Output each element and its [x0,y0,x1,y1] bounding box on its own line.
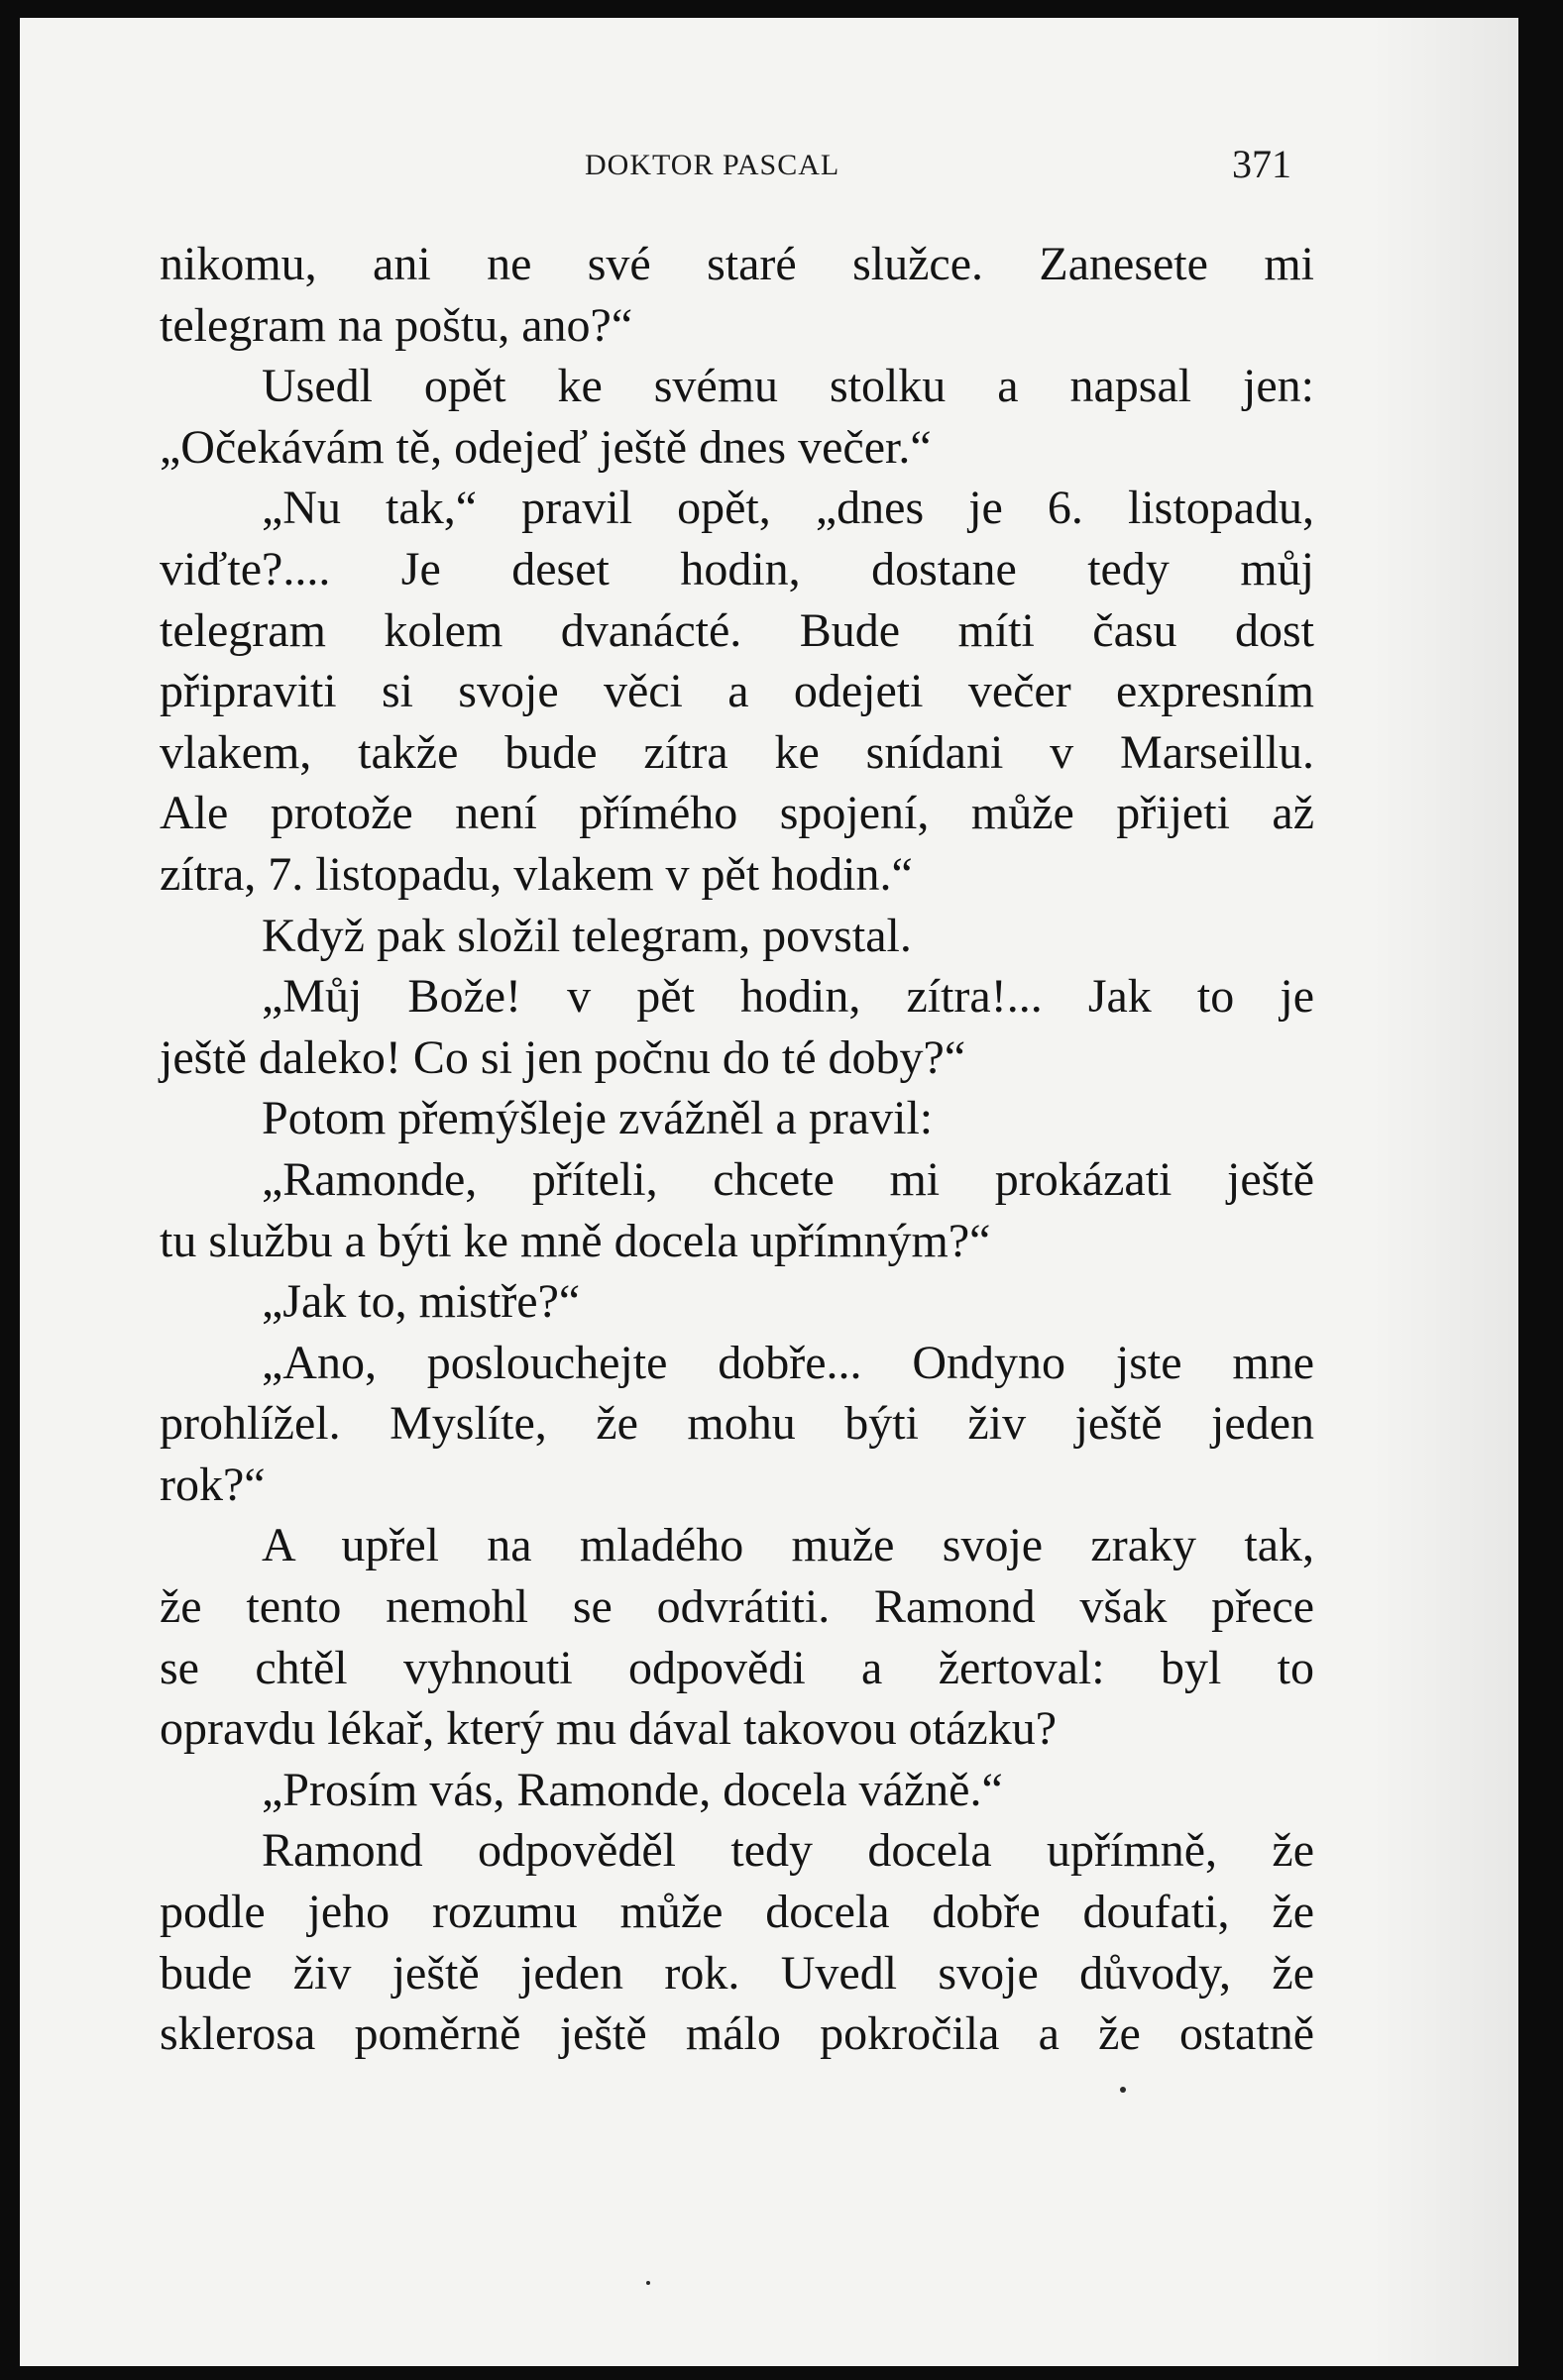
text-line: rok?“ [160,1458,266,1511]
text-line: „Můj Bože! v pět hodin, zítra!... Jak to je [262,970,1314,1024]
text-line: telegram na poštu, ano?“ [160,298,633,352]
text-line: „Ano, poslouchejte dobře... Ondyno jste mne [262,1336,1314,1389]
text-line: Ramond odpověděl tedy docela upřímně, že [262,1824,1314,1878]
text-line: sklerosa poměrně ještě málo pokročila a že ostatně [160,2007,1314,2061]
text-line: „Nu tak,“ pravil opět, „dnes je 6. listopadu, [262,482,1314,535]
text-line: podle jeho rozumu může docela dobře doufati, že [160,1886,1314,1939]
text-line: „Jak to, mistře?“ [262,1275,581,1329]
text-line: ještě daleko! Co si jen počnu do té doby?“ [160,1030,966,1084]
text-line: prohlížel. Myslíte, že mohu býti živ ještě jeden [160,1397,1314,1451]
text-line: zítra, 7. listopadu, vlakem v pět hodin.“ [160,847,913,901]
text-line: Ale protože není přímého spojení, může přijeti až [160,787,1314,840]
text-line: Když pak složil telegram, povstal. [262,909,912,962]
text-line: viďte?.... Je deset hodin, dostane tedy můj [160,542,1314,595]
text-line: „Ramonde, příteli, chcete mi prokázati ještě [262,1152,1314,1206]
page-header [20,137,1518,196]
body-text [160,234,1314,2065]
page-number: 371 [1232,142,1291,186]
text-line: telegram kolem dvanácté. Bude míti času dost [160,603,1314,657]
running-title: DOKTOR PASCAL [585,149,840,181]
book-page [20,18,1518,2366]
text-line: tu službu a býti ke mně docela upřímným?“ [160,1214,991,1267]
text-line: A upřel na mladého muže svoje zraky tak, [262,1519,1314,1572]
text-line: bude živ ještě jeden rok. Uvedl svoje důvody, že [160,1946,1314,2000]
text-line: opravdu lékař, který mu dával takovou otázku? [160,1702,1058,1756]
text-line: „Očekávám tě, odejeď ještě dnes večer.“ [160,420,932,474]
text-line: nikomu, ani ne své staré služce. Zanesete mi [160,238,1314,290]
text-line: vlakem, takže bude zítra ke snídani v Marseillu. [160,725,1314,779]
ink-speck [1120,2087,1126,2093]
text-line: připraviti si svoje věci a odejeti večer expresním [160,665,1314,718]
text-line: Usedl opět ke svému stolku a napsal jen: [262,360,1314,413]
text-line: „Prosím vás, Ramonde, docela vážně.“ [262,1763,1003,1816]
text-line: Potom přemýšleje zvážněl a pravil: [262,1092,934,1145]
text-line: že tento nemohl se odvrátiti. Ramond však přece [160,1580,1314,1634]
text-line: se chtěl vyhnouti odpovědi a žertoval: byl to [160,1641,1314,1694]
ink-speck [646,2281,650,2285]
